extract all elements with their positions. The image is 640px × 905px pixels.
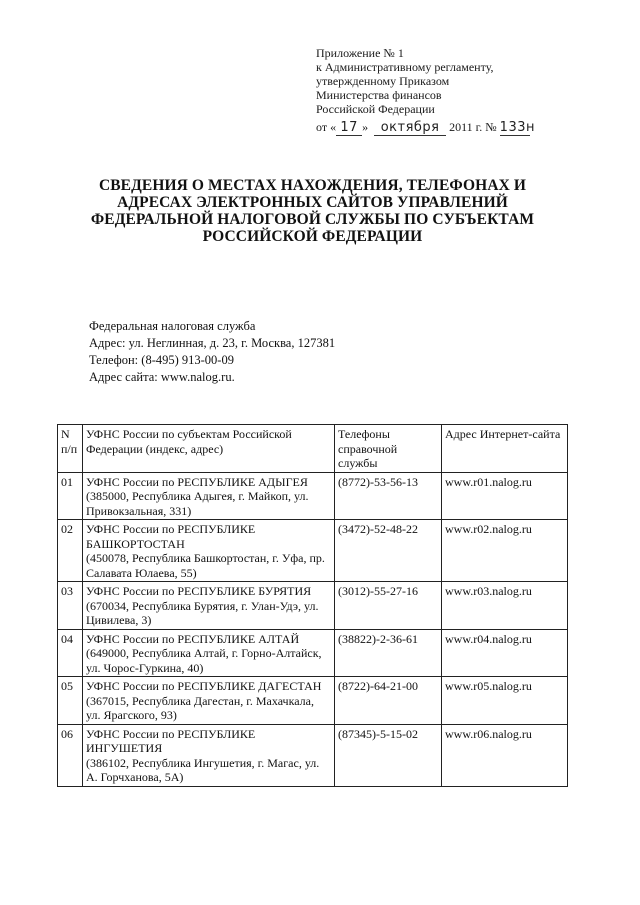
header-site: Адрес Интернет-сайта: [442, 425, 568, 473]
header-ufns: УФНС России по субъектам Российской Федерации (индекс, адрес): [83, 425, 335, 473]
order-year: 2011 г. №: [449, 120, 497, 134]
ufns-name: УФНС России по РЕСПУБЛИКЕ ИНГУШЕТИЯ: [86, 726, 256, 755]
ufns-address: (367015, Республика Дагестан, г. Махачкала, ул. Ярагского, 93): [86, 693, 314, 722]
order-number: 133н: [499, 120, 535, 135]
cell-phone: (87345)-5-15-02: [335, 724, 442, 786]
ufns-address: (385000, Республика Адыгея, г. Майкоп, ул. Привокзальная, 331): [86, 489, 309, 518]
ufns-address: (386102, Республика Ингушетия, г. Магас, ул. А. Горчханова, 5А): [86, 755, 320, 784]
table-header-row: [58, 425, 568, 473]
cell-phone: (3012)-55-27-16: [335, 582, 442, 630]
cell-num: 04: [58, 629, 83, 677]
order-month: октября: [374, 120, 446, 136]
cell-num: 05: [58, 677, 83, 725]
appendix-block: [316, 46, 494, 116]
org-site: Адрес сайта: www.nalog.ru.: [89, 370, 235, 384]
cell-num: 02: [58, 520, 83, 582]
table-row: [58, 677, 568, 725]
order-line: [316, 120, 535, 136]
org-name: Федеральная налоговая служба: [89, 319, 256, 333]
cell-site: www.r02.nalog.ru: [442, 520, 568, 582]
appendix-line: Приложение № 1: [316, 46, 404, 60]
table-row: [58, 520, 568, 582]
ufns-name: УФНС России по РЕСПУБЛИКЕ БУРЯТИЯ: [86, 584, 312, 598]
cell-site: www.r04.nalog.ru: [442, 629, 568, 677]
org-phone: Телефон: (8-495) 913-00-09: [89, 353, 234, 367]
ufns-address: (670034, Республика Бурятия, г. Улан-Удэ, ул. Цивилева, 3): [86, 598, 319, 627]
cell-site: www.r01.nalog.ru: [442, 472, 568, 520]
cell-num: 01: [58, 472, 83, 520]
cell-site: www.r06.nalog.ru: [442, 724, 568, 786]
cell-num: 03: [58, 582, 83, 630]
cell-num: 06: [58, 724, 83, 786]
org-address: Адрес: ул. Неглинная, д. 23, г. Москва, 127381: [89, 336, 336, 350]
header-phone: Телефоны справочной службы: [335, 425, 442, 473]
cell-phone: (3472)-52-48-22: [335, 520, 442, 582]
ufns-name: УФНС России по РЕСПУБЛИКЕ БАШКОРТОСТАН: [86, 522, 256, 551]
cell-site: www.r03.nalog.ru: [442, 582, 568, 630]
order-prefix: от «: [316, 120, 337, 134]
table-row: [58, 472, 568, 520]
cell-ufns: [83, 724, 335, 786]
cell-phone: (8722)-64-21-00: [335, 677, 442, 725]
cell-phone: (8772)-53-56-13: [335, 472, 442, 520]
cell-phone: (38822)-2-36-61: [335, 629, 442, 677]
regions-table: [57, 424, 568, 787]
appendix-line: к Административному регламенту,: [316, 60, 494, 74]
table-row: [58, 724, 568, 786]
cell-ufns: [83, 520, 335, 582]
cell-ufns: [83, 677, 335, 725]
header-num: N п/п: [58, 425, 83, 473]
ufns-address: (649000, Республика Алтай, г. Горно-Алтайск, ул. Чорос-Гуркина, 40): [86, 646, 322, 675]
document-title: СВЕДЕНИЯ О МЕСТАХ НАХОЖДЕНИЯ, ТЕЛЕФОНАХ И АДРЕСАХ ЭЛЕКТРОННЫХ САЙТОВ УПРАВЛЕНИЙ ФЕДЕРАЛЬНОЙ НАЛОГОВОЙ СЛУЖБЫ ПО СУБЪЕКТАМ РОССИЙСКОЙ ФЕДЕРАЦИИ: [90, 177, 535, 245]
table-row: [58, 629, 568, 677]
cell-ufns: [83, 582, 335, 630]
ufns-address: (450078, Республика Башкортостан, г. Уфа, пр. Салавата Юлаева, 55): [86, 551, 325, 580]
appendix-line: Министерства финансов: [316, 88, 442, 102]
ufns-name: УФНС России по РЕСПУБЛИКЕ АДЫГЕЯ: [86, 474, 308, 489]
ufns-name: УФНС России по РЕСПУБЛИКЕ ДАГЕСТАН: [86, 679, 322, 693]
cell-site: www.r05.nalog.ru: [442, 677, 568, 725]
cell-ufns: [83, 472, 335, 520]
order-mid: »: [362, 120, 369, 134]
cell-ufns: [83, 629, 335, 677]
appendix-line: утвержденному Приказом: [316, 74, 450, 88]
table-row: [58, 582, 568, 630]
ufns-name: УФНС России по РЕСПУБЛИКЕ АЛТАЙ: [86, 631, 300, 646]
appendix-line: Российской Федерации: [316, 102, 435, 116]
org-info: [89, 318, 335, 386]
order-day: 17: [336, 120, 362, 136]
